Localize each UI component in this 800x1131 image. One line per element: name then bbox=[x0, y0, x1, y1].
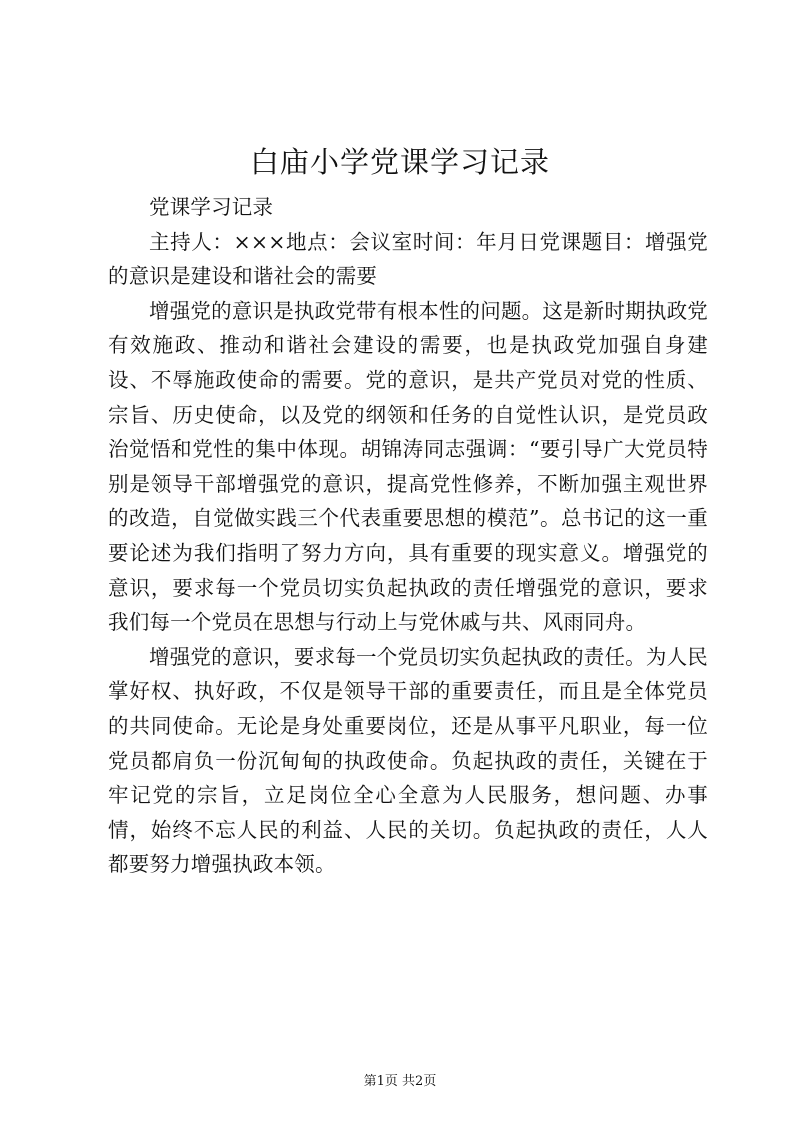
page-footer: 第1页 共2页 bbox=[363, 1074, 437, 1089]
body-paragraph: 增强党的意识是执政党带有根本性的问题。这是新时期执政党有效施政、推动和谐社会建设的需要，也是执政党加强自身建设、不辱施政使命的需要。党的意识，是共产党员对党的性质、宗旨、历史使命，以及党的纲领和任务的自觉性认识，是党员政治觉悟和党性的集中体现。胡锦涛同志强调：“要引导广大党员特别是领导干部增强党的意识，提高党性修养，不断加强主观世界的改造，自觉做实践三个代表重要思想的模范”。总书记的这一重要论述为我们指明了努力方向，具有重要的现实意义。增强党的意识，要求每一个党员切实负起执政的责任增强党的意识，要求我们每一个党员在思想与行动上与党休戚与共、风雨同舟。 bbox=[108, 298, 708, 635]
meeting-info-paragraph: 主持人：×××地点：会议室时间：年月日党课题目：增强党的意识是建设和谐社会的需要 bbox=[108, 229, 708, 289]
document-body bbox=[108, 190, 708, 882]
document-title: 白庙小学党课学习记录 bbox=[249, 145, 550, 179]
section-heading: 党课学习记录 bbox=[149, 195, 274, 219]
body-paragraph: 增强党的意识，要求每一个党员切实负起执政的责任。为人民掌好权、执好政，不仅是领导干部的重要责任，而且是全体党员的共同使命。无论是身处重要岗位，还是从事平凡职业，每一位党员都肩负一份沉甸甸的执政使命。负起执政的责任，关键在于牢记党的宗旨，立足岗位全心全意为人民服务，想问题、办事情，始终不忘人民的利益、人民的关切。负起执政的责任，人人都要努力增强执政本领。 bbox=[108, 644, 708, 877]
